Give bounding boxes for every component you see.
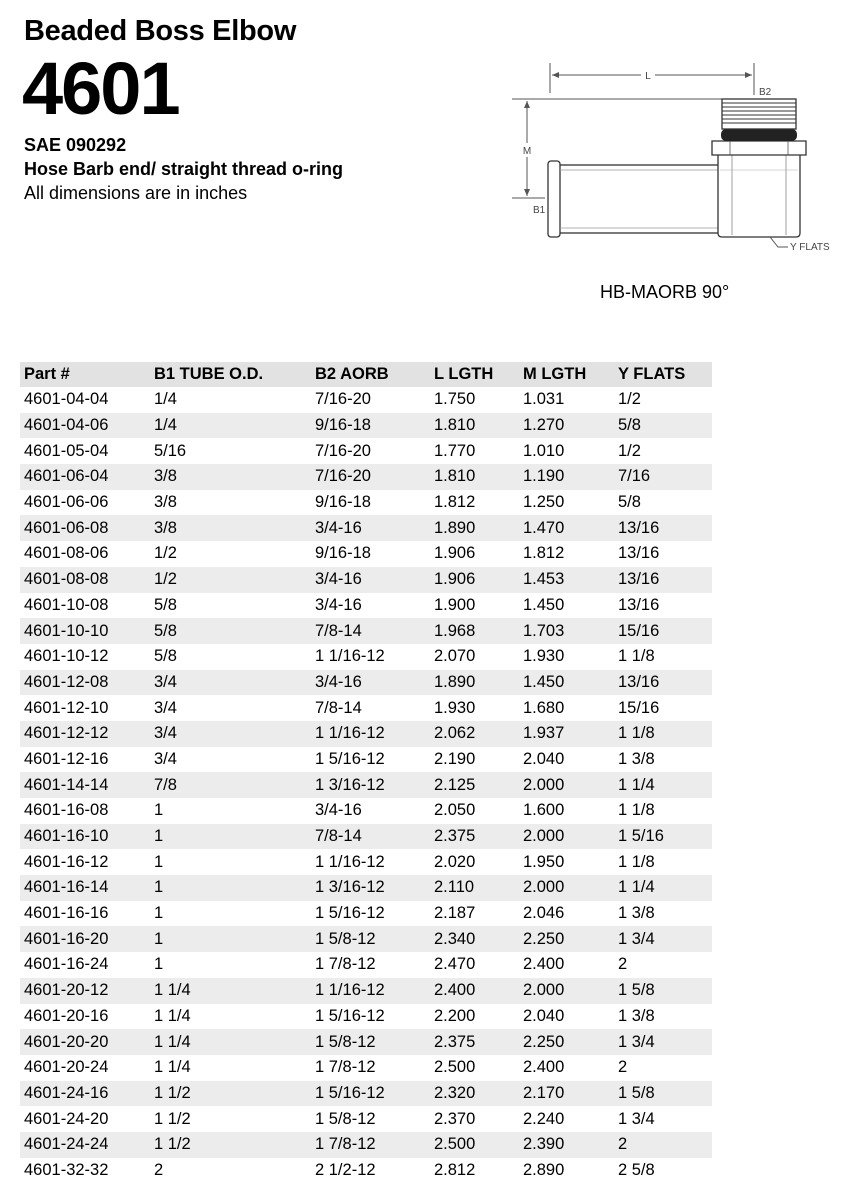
cell-m-length: 1.680 xyxy=(523,698,565,717)
product-title: Beaded Boss Elbow xyxy=(24,15,297,47)
cell-part-number: 4601-20-12 xyxy=(20,978,150,1004)
cell-l-length: 2.125 xyxy=(430,772,519,798)
cell-y-flats: 1 5/8 xyxy=(614,1081,712,1107)
cell-part-number: 4601-08-06 xyxy=(24,544,109,563)
cell-part-number: 4601-16-12 xyxy=(24,852,109,871)
cell-l-length: 1.900 xyxy=(434,595,476,614)
cell-l-length: 1.770 xyxy=(434,441,476,460)
cell-b2-aorb: 1 5/16-12 xyxy=(311,1081,430,1107)
cell-part-number: 4601-24-16 xyxy=(20,1081,150,1107)
cell-part-number: 4601-20-16 xyxy=(24,1006,109,1025)
cell-m-length: 1.250 xyxy=(523,493,565,512)
cell-b1-tube-od: 1/4 xyxy=(154,390,177,409)
cell-b1-tube-od: 1/2 xyxy=(154,544,177,563)
cell-part-number: 4601-12-10 xyxy=(24,698,109,717)
cell-b2-aorb: 1 5/8-12 xyxy=(315,1109,376,1128)
cell-b2-aorb: 1 3/16-12 xyxy=(311,875,430,901)
cell-l-length: 1.890 xyxy=(430,670,519,696)
cell-m-length: 1.600 xyxy=(523,801,565,820)
cell-m-length: 1.812 xyxy=(523,544,565,563)
cell-b2-aorb: 1 3/16-12 xyxy=(311,772,430,798)
y-flats-leader xyxy=(770,237,788,247)
cell-l-length: 2.050 xyxy=(434,801,476,820)
cell-b1-tube-od: 1 xyxy=(154,904,164,923)
cell-l-length: 2.062 xyxy=(430,721,519,747)
cell-b2-aorb: 1 1/16-12 xyxy=(311,721,430,747)
cell-part-number: 4601-06-04 xyxy=(20,464,150,490)
cell-b2-aorb: 3/4-16 xyxy=(311,670,430,696)
cell-b1-tube-od: 7/8 xyxy=(150,772,311,798)
sae-code: SAE 090292 xyxy=(24,135,127,155)
cell-y-flats: 1 3/8 xyxy=(618,749,655,768)
cell-m-length: 1.190 xyxy=(519,464,614,490)
cell-part-number: 4601-20-24 xyxy=(24,1058,109,1077)
label-b2: B2 xyxy=(759,87,772,98)
dimension-m-arrow-bottom xyxy=(524,189,530,196)
cell-b2-aorb: 9/16-18 xyxy=(311,413,430,439)
fitting-diagram xyxy=(500,55,845,265)
cell-m-length: 2.390 xyxy=(519,1132,614,1158)
table-row xyxy=(20,1029,712,1055)
cell-y-flats: 1 3/4 xyxy=(618,1109,655,1128)
cell-b2-aorb: 1 1/16-12 xyxy=(315,647,385,666)
cell-y-flats: 13/16 xyxy=(614,567,712,593)
cell-part-number: 4601-10-12 xyxy=(24,647,109,666)
cell-l-length: 1.890 xyxy=(430,515,519,541)
cell-y-flats: 1 1/8 xyxy=(618,801,655,820)
cell-part-number: 4601-06-08 xyxy=(20,515,150,541)
cell-b1-tube-od: 1/2 xyxy=(150,567,311,593)
cell-m-length: 2.000 xyxy=(519,875,614,901)
cell-part-number: 4601-20-20 xyxy=(20,1029,150,1055)
cell-l-length: 1.968 xyxy=(430,618,519,644)
cell-y-flats: 1 1/8 xyxy=(618,647,655,666)
cell-m-length: 2.400 xyxy=(523,1058,565,1077)
cell-y-flats: 2 xyxy=(614,1132,712,1158)
table-row xyxy=(20,670,712,696)
cell-b1-tube-od: 1 xyxy=(150,824,311,850)
table-row xyxy=(20,721,712,747)
cell-m-length: 2.046 xyxy=(523,904,565,923)
cell-b2-aorb: 1 5/8-12 xyxy=(311,926,430,952)
cell-y-flats: 5/8 xyxy=(614,413,712,439)
cell-m-length: 1.703 xyxy=(519,618,614,644)
cell-b1-tube-od: 1 xyxy=(150,875,311,901)
cell-m-length: 1.010 xyxy=(523,441,565,460)
cell-b2-aorb: 9/16-18 xyxy=(315,493,371,512)
cell-y-flats: 1 3/4 xyxy=(614,926,712,952)
part-number-heading: 4601 xyxy=(22,47,179,130)
cell-y-flats: 1 1/8 xyxy=(618,852,655,871)
cell-l-length: 2.812 xyxy=(434,1160,476,1179)
cell-b2-aorb: 1 7/8-12 xyxy=(315,955,376,974)
cell-b2-aorb: 7/16-20 xyxy=(315,441,371,460)
cell-part-number: 4601-04-06 xyxy=(20,413,150,439)
label-m: M xyxy=(522,146,532,157)
table-row xyxy=(20,824,712,850)
cell-y-flats: 2 5/8 xyxy=(618,1160,655,1179)
header-m-length: M LGTH xyxy=(519,362,614,387)
cell-l-length: 2.190 xyxy=(434,749,476,768)
cell-l-length: 2.187 xyxy=(434,904,476,923)
cell-m-length: 2.250 xyxy=(519,1029,614,1055)
cell-b1-tube-od: 5/8 xyxy=(150,618,311,644)
table-row xyxy=(20,387,712,413)
cell-y-flats: 15/16 xyxy=(614,618,712,644)
table-row xyxy=(20,541,712,567)
cell-b2-aorb: 3/4-16 xyxy=(311,515,430,541)
cell-y-flats: 1 1/4 xyxy=(614,772,712,798)
cell-b1-tube-od: 5/8 xyxy=(154,647,177,666)
cell-b1-tube-od: 1 1/4 xyxy=(154,1058,191,1077)
cell-b2-aorb: 9/16-18 xyxy=(315,544,371,563)
header-b2-aorb: B2 AORB xyxy=(311,362,430,387)
cell-part-number: 4601-08-08 xyxy=(20,567,150,593)
cell-y-flats: 1 3/8 xyxy=(618,904,655,923)
cell-m-length: 2.040 xyxy=(523,1006,565,1025)
cell-l-length: 1.930 xyxy=(434,698,476,717)
cell-part-number: 4601-05-04 xyxy=(24,441,109,460)
cell-b2-aorb: 1 1/16-12 xyxy=(311,978,430,1004)
cell-part-number: 4601-24-20 xyxy=(24,1109,109,1128)
table-row xyxy=(20,952,712,978)
cell-b1-tube-od: 1 xyxy=(150,926,311,952)
cell-part-number: 4601-16-24 xyxy=(24,955,109,974)
cell-b1-tube-od: 3/8 xyxy=(150,515,311,541)
hose-barb-tube xyxy=(548,161,723,237)
table-row xyxy=(20,515,712,541)
dimension-m-arrow-top xyxy=(524,101,530,108)
cell-l-length: 1.750 xyxy=(434,390,476,409)
cell-l-length: 2.500 xyxy=(434,1058,476,1077)
cell-b2-aorb: 7/8-14 xyxy=(311,618,430,644)
cell-part-number: 4601-16-10 xyxy=(20,824,150,850)
cell-b2-aorb: 7/16-20 xyxy=(315,390,371,409)
cell-part-number: 4601-10-10 xyxy=(20,618,150,644)
cell-y-flats: 5/8 xyxy=(618,493,641,512)
cell-b1-tube-od: 3/4 xyxy=(154,698,177,717)
cell-part-number: 4601-16-08 xyxy=(24,801,109,820)
cell-b2-aorb: 1 5/16-12 xyxy=(315,749,385,768)
cell-m-length: 1.470 xyxy=(519,515,614,541)
cell-part-number: 4601-16-14 xyxy=(20,875,150,901)
cell-l-length: 2.110 xyxy=(430,875,519,901)
table-row xyxy=(20,1081,712,1107)
table-row xyxy=(20,772,712,798)
cell-m-length: 2.040 xyxy=(523,749,565,768)
cell-l-length: 1.810 xyxy=(430,464,519,490)
cell-m-length: 2.250 xyxy=(519,926,614,952)
cell-l-length: 2.020 xyxy=(434,852,476,871)
cell-m-length: 1.270 xyxy=(519,413,614,439)
table-row xyxy=(20,926,712,952)
cell-l-length: 2.370 xyxy=(434,1109,476,1128)
cell-b2-aorb: 1 5/16-12 xyxy=(315,904,385,923)
cell-l-length: 1.810 xyxy=(430,413,519,439)
dimension-l-arrow-left xyxy=(552,72,559,78)
cell-b2-aorb: 3/4-16 xyxy=(315,801,362,820)
cell-m-length: 1.950 xyxy=(523,852,565,871)
cell-y-flats: 1/2 xyxy=(618,390,641,409)
elbow-body xyxy=(718,151,800,237)
table-row xyxy=(20,644,712,670)
cell-b1-tube-od: 1 1/4 xyxy=(154,1006,191,1025)
cell-m-length: 1.031 xyxy=(523,390,565,409)
cell-l-length: 2.375 xyxy=(430,1029,519,1055)
cell-y-flats: 1 1/8 xyxy=(614,721,712,747)
label-b1: B1 xyxy=(533,205,546,216)
cell-y-flats: 2 xyxy=(618,1058,628,1077)
table-row xyxy=(20,413,712,439)
header-part: Part # xyxy=(20,362,150,387)
cell-b2-aorb: 3/4-16 xyxy=(315,595,362,614)
table-row xyxy=(20,747,712,773)
cell-y-flats: 13/16 xyxy=(618,544,660,563)
table-row xyxy=(20,798,712,824)
cell-y-flats: 1/2 xyxy=(618,441,641,460)
cell-l-length: 2.200 xyxy=(434,1006,476,1025)
table-header-row xyxy=(20,362,712,387)
table-row xyxy=(20,567,712,593)
table-row xyxy=(20,618,712,644)
cell-l-length: 2.400 xyxy=(430,978,519,1004)
cell-b2-aorb: 7/8-14 xyxy=(315,698,362,717)
cell-y-flats: 1 5/16 xyxy=(614,824,712,850)
cell-l-length: 2.375 xyxy=(430,824,519,850)
cell-b1-tube-od: 5/8 xyxy=(154,595,177,614)
cell-part-number: 4601-24-24 xyxy=(20,1132,150,1158)
cell-part-number: 4601-16-16 xyxy=(24,904,109,923)
units-note: All dimensions are in inches xyxy=(24,183,248,203)
header-y-flats: Y FLATS xyxy=(614,362,712,387)
cell-m-length: 1.453 xyxy=(519,567,614,593)
cell-b2-aorb: 7/16-20 xyxy=(311,464,430,490)
cell-b1-tube-od: 1 1/4 xyxy=(150,1029,311,1055)
cell-m-length: 1.930 xyxy=(523,647,565,666)
cell-part-number: 4601-12-08 xyxy=(20,670,150,696)
cell-part-number: 4601-16-20 xyxy=(20,926,150,952)
cell-b2-aorb: 2 1/2-12 xyxy=(315,1160,376,1179)
cell-y-flats: 13/16 xyxy=(614,670,712,696)
product-subtitle: Hose Barb end/ straight thread o-ring xyxy=(24,159,344,179)
label-y-flats: Y FLATS xyxy=(790,242,830,253)
cell-m-length: 1.937 xyxy=(519,721,614,747)
header-l-length: L LGTH xyxy=(430,362,519,387)
cell-m-length: 2.890 xyxy=(523,1160,565,1179)
cell-b1-tube-od: 1/4 xyxy=(150,413,311,439)
cell-m-length: 2.240 xyxy=(523,1109,565,1128)
cell-l-length: 2.470 xyxy=(434,955,476,974)
cell-l-length: 1.812 xyxy=(434,493,476,512)
cell-y-flats: 1 5/8 xyxy=(614,978,712,1004)
cell-b2-aorb: 1 7/8-12 xyxy=(315,1058,376,1077)
cell-m-length: 1.450 xyxy=(523,595,565,614)
table-row xyxy=(20,849,712,875)
cell-b1-tube-od: 3/4 xyxy=(150,670,311,696)
cell-y-flats: 13/16 xyxy=(614,515,712,541)
cell-b1-tube-od: 1 xyxy=(154,801,164,820)
o-ring xyxy=(721,129,797,141)
table-row xyxy=(20,1055,712,1081)
cell-l-length: 1.906 xyxy=(430,567,519,593)
table-row xyxy=(20,464,712,490)
cell-b1-tube-od: 3/4 xyxy=(150,721,311,747)
cell-b1-tube-od: 3/8 xyxy=(150,464,311,490)
hex-nut xyxy=(712,141,806,155)
cell-l-length: 2.070 xyxy=(434,647,476,666)
cell-b2-aorb: 7/8-14 xyxy=(311,824,430,850)
label-l: L xyxy=(645,71,651,82)
cell-y-flats: 1 1/4 xyxy=(614,875,712,901)
cell-part-number: 4601-14-14 xyxy=(20,772,150,798)
table-row xyxy=(20,695,712,721)
cell-b2-aorb: 1 7/8-12 xyxy=(311,1132,430,1158)
cell-l-length: 1.906 xyxy=(434,544,476,563)
table-row xyxy=(20,1004,712,1030)
cell-part-number: 4601-12-12 xyxy=(20,721,150,747)
cell-m-length: 2.000 xyxy=(519,772,614,798)
cell-b1-tube-od: 2 xyxy=(154,1160,164,1179)
table-row xyxy=(20,438,712,464)
cell-part-number: 4601-32-32 xyxy=(24,1160,109,1179)
cell-l-length: 2.340 xyxy=(430,926,519,952)
table-row xyxy=(20,1132,712,1158)
cell-b1-tube-od: 1 1/2 xyxy=(154,1109,191,1128)
header-b1-tube-od: B1 TUBE O.D. xyxy=(150,362,311,387)
table-row xyxy=(20,901,712,927)
table-row xyxy=(20,978,712,1004)
cell-b1-tube-od: 5/16 xyxy=(154,441,187,460)
cell-m-length: 2.400 xyxy=(523,955,565,974)
table-row xyxy=(20,593,712,619)
cell-b1-tube-od: 1 1/2 xyxy=(150,1081,311,1107)
cell-m-length: 2.170 xyxy=(519,1081,614,1107)
cell-y-flats: 13/16 xyxy=(618,595,660,614)
threaded-boss xyxy=(722,99,796,129)
cell-y-flats: 15/16 xyxy=(618,698,660,717)
cell-b1-tube-od: 1 xyxy=(154,852,164,871)
table-row xyxy=(20,490,712,516)
cell-y-flats: 1 3/4 xyxy=(614,1029,712,1055)
cell-y-flats: 1 3/8 xyxy=(618,1006,655,1025)
cell-b1-tube-od: 1 1/2 xyxy=(150,1132,311,1158)
table-body xyxy=(20,387,712,1183)
cell-b1-tube-od: 3/4 xyxy=(154,749,177,768)
dimensions-table xyxy=(20,362,712,1183)
cell-part-number: 4601-12-16 xyxy=(24,749,109,768)
table-row xyxy=(20,1158,712,1184)
cell-b2-aorb: 1 5/16-12 xyxy=(315,1006,385,1025)
diagram-caption: HB-MAORB 90° xyxy=(600,282,730,302)
cell-y-flats: 7/16 xyxy=(614,464,712,490)
dimension-l-arrow-right xyxy=(745,72,752,78)
cell-part-number: 4601-06-06 xyxy=(24,493,109,512)
cell-b1-tube-od: 3/8 xyxy=(154,493,177,512)
table-row xyxy=(20,875,712,901)
cell-b2-aorb: 1 1/16-12 xyxy=(315,852,385,871)
cell-b1-tube-od: 1 1/4 xyxy=(150,978,311,1004)
cell-m-length: 2.000 xyxy=(519,824,614,850)
cell-l-length: 2.320 xyxy=(430,1081,519,1107)
cell-m-length: 2.000 xyxy=(519,978,614,1004)
cell-b1-tube-od: 1 xyxy=(154,955,164,974)
cell-m-length: 1.450 xyxy=(519,670,614,696)
cell-part-number: 4601-04-04 xyxy=(24,390,109,409)
cell-part-number: 4601-10-08 xyxy=(24,595,109,614)
table-row xyxy=(20,1106,712,1132)
cell-b2-aorb: 1 5/8-12 xyxy=(311,1029,430,1055)
cell-b2-aorb: 3/4-16 xyxy=(311,567,430,593)
cell-y-flats: 2 xyxy=(618,955,628,974)
cell-l-length: 2.500 xyxy=(430,1132,519,1158)
